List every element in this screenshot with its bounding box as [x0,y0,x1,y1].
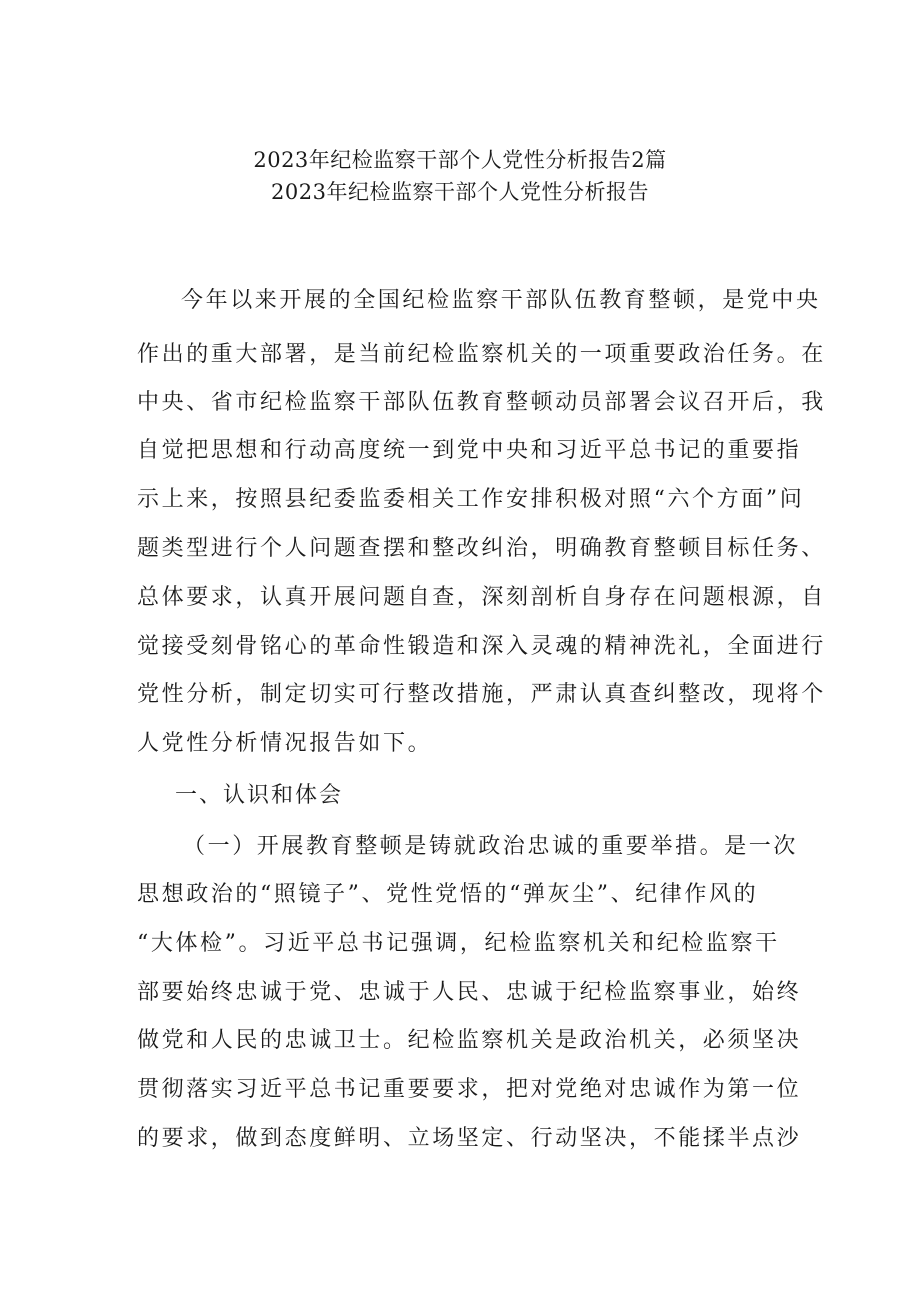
paragraph-line: 觉接受刻骨铭心的革命性锻造和深入灵魂的精神洗礼，全面进行 [137,634,826,659]
paragraph-line: “大体检”。习近平总书记强调，纪检监察机关和纪检监察干 [137,931,780,956]
paragraph-line: 部要始终忠诚于党、忠诚于人民、忠诚于纪检监察事业，始终 [137,980,802,1005]
paragraph-line: 总体要求，认真开展问题自查，深刻剖析自身存在问题根源，自 [137,585,826,610]
paragraph-line: 党性分析，制定切实可行整改措施，严肃认真查纠整改，现将个 [137,682,826,707]
document-title: 2023年纪检监察干部个人党性分析报告2篇 [253,148,667,172]
paragraph-line: 的要求，做到态度鲜明、立场坚定、行动坚决，不能揉半点沙 [137,1126,802,1151]
paragraph-line: 贯彻落实习近平总书记重要要求，把对党绝对忠诚作为第一位 [137,1077,802,1102]
paragraph-line: 示上来，按照县纪委监委相关工作安排积极对照“六个方面”问 [137,487,805,512]
paragraph-line: 做党和人民的忠诚卫士。纪检监察机关是政治机关，必须坚决 [137,1028,802,1053]
paragraph-line: 作出的重大部署，是当前纪检监察机关的一项重要政治任务。在 [137,342,826,367]
paragraph-line: （一）开展教育整顿是铸就政治忠诚的重要举措。是一次 [183,834,799,859]
paragraph-line: 自觉把思想和行动高度统一到党中央和习近平总书记的重要指 [137,438,802,463]
paragraph-line: 人党性分析情况报告如下。 [137,731,433,756]
section-heading: 一、认识和体会 [175,783,344,808]
document-subtitle: 2023年纪检监察干部个人党性分析报告 [271,180,649,204]
paragraph-line: 今年以来开展的全国纪检监察干部队伍教育整顿，是党中央 [181,288,821,313]
paragraph-line: 思想政治的“照镜子”、党性党悟的“弹灰尘”、纪律作风的 [137,882,759,907]
paragraph-line: 中央、省市纪检监察干部队伍教育整顿动员部署会议召开后，我 [137,390,826,415]
paragraph-line: 题类型进行个人问题查摆和整改纠治，明确教育整顿目标任务、 [137,536,826,561]
